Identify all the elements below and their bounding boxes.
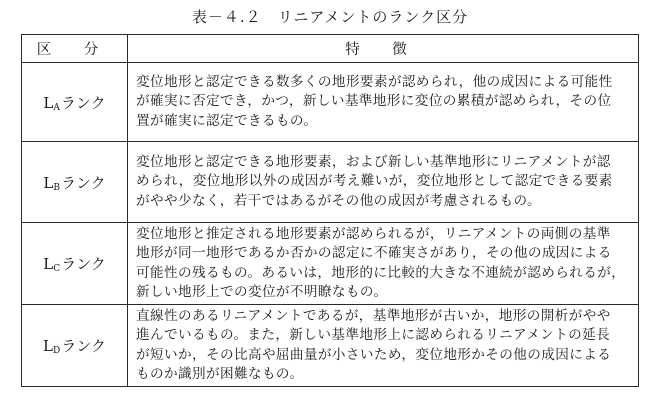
- table-title: 表－４.２ リニアメントのランク区分: [191, 8, 469, 26]
- description-cell: [128, 63, 639, 142]
- rank-cell: [22, 63, 128, 142]
- description-line: が確実に否定でき，かつ，新しい基準地形に変位の累積が認められ，その位: [136, 93, 612, 110]
- description-line: 新しい地形上での変位が不明瞭なもの。: [136, 284, 388, 300]
- header-row: [22, 35, 639, 63]
- table-row: [22, 223, 639, 305]
- rank-letter: L: [43, 93, 54, 112]
- description-line: 変位地形と認定できる地形要素，および新しい基準地形にリニアメントが認: [136, 153, 611, 170]
- rank-letter: L: [43, 255, 54, 273]
- rank-cell: [22, 223, 128, 305]
- rank-table: [21, 34, 639, 387]
- description-cell: [128, 223, 639, 305]
- header-category: 区 分: [22, 35, 128, 63]
- rank-suffix: ランク: [61, 337, 106, 355]
- rank-suffix: ランク: [60, 173, 106, 192]
- rank-subscript: A: [53, 102, 60, 113]
- rank-letter: L: [43, 337, 54, 355]
- rank-subscript: B: [53, 182, 60, 193]
- rank-cell: [22, 142, 128, 223]
- description-line: 進んでいるもの。また，新しい基準地形上に認められるリニアメントの延長: [136, 327, 611, 343]
- description-line: 地形が同一地形であるか否かの認定に不確実さがあり，その他の成因による: [136, 245, 612, 261]
- description-line: が短いか，その比高や屈曲量が小さいため，変位地形かその他の成因による: [136, 346, 612, 363]
- rank-letter: L: [43, 173, 54, 192]
- description-line: 変位地形と認定できる数多くの地形要素が認められ，他の成因による可能性: [136, 73, 613, 90]
- rank-suffix: ランク: [61, 255, 106, 273]
- description-line: 直線性のあるリニアメントであるが，基準地形が古いか，地形の開析がやや: [136, 307, 611, 324]
- description-line: 変位地形と推定される地形要素が認められるが，リニアメントの両側の基準: [136, 225, 611, 242]
- rank-suffix: ランク: [60, 93, 106, 112]
- table-row: [22, 142, 639, 223]
- description-line: 可能性の残るもの。あるいは，地形的に比較的大きな不連続が認められるが，: [136, 264, 626, 281]
- description-line: がやや少なく，若干ではあるがその他の成因が考慮されるもの。: [136, 192, 542, 209]
- rank-cell: [22, 305, 128, 387]
- description-cell: [128, 305, 639, 387]
- header-feature: 特 徴: [128, 35, 639, 63]
- table-row: [22, 63, 639, 142]
- table-row: [22, 305, 639, 387]
- rank-subscript: D: [53, 346, 61, 356]
- description-line: 置が確実に認定できるもの。: [136, 112, 318, 129]
- description-line: められ，変位地形以外の成因が考え難いが，変位地形として認定できる要素: [136, 173, 613, 190]
- description-line: ものか識別が困難なもの。: [136, 366, 304, 382]
- rank-subscript: C: [53, 264, 61, 274]
- description-cell: [128, 142, 639, 223]
